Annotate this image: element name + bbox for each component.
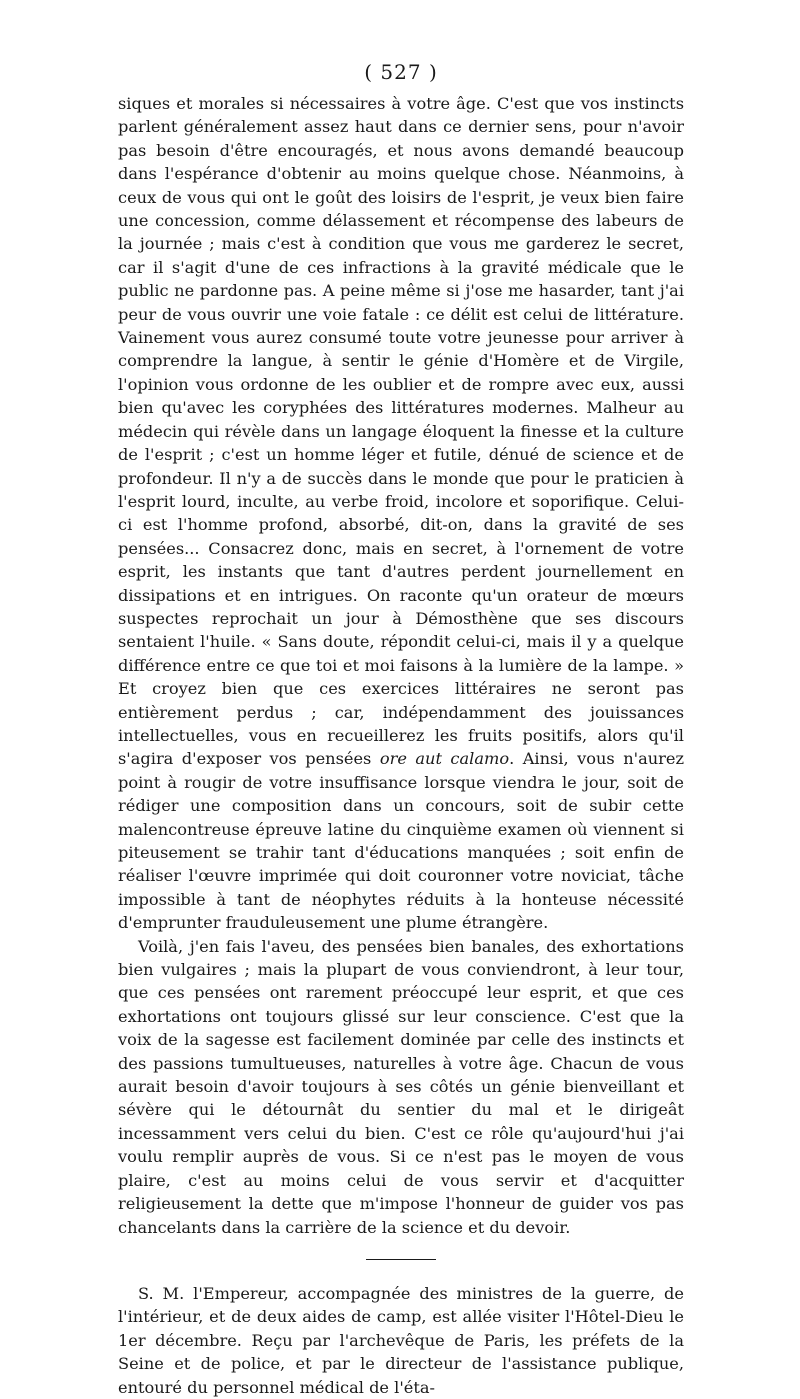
latin-phrase: ore aut calamo [379, 749, 510, 769]
paragraph-conclusion: Voilà, j'en fais l'aveu, des pensées bien banales, des exhortations bien vulgaires ; mais la plupart de vous conviendront, à leur tour, que ces pensées ont rarement préoccupé leur esprit, et que ces exhortations ont toujours glissé sur leur conscience. C'est que la voix de la sagesse est facilement dominée par celle des instincts et des passions tumultueuses, naturelles à votre âge. Chacun de vous aurait besoin d'avoir toujours à ses côtés un génie bienveillant et sévère qui le détournât du sentier du mal et le dirigeât incessamment vers celui du bien. C'est ce rôle qu'aujourd'hui j'ai voulu remplir auprès de vous. Si ce n'est pas le moyen de vous plaire, c'est au moins celui de vous servir et d'acquitter religieusement la dette que m'impose l'honneur de guider vos pas chancelants dans la carrière de la science et du devoir. [118, 936, 684, 1237]
section-separator [366, 1259, 436, 1260]
paragraph-news: S. M. l'Empereur, accompagnée des ministres de la guerre, de l'intérieur, et de deux aides de camp, est allée visiter l'Hôtel-Dieu le 1er décembre. Reçu par l'archevêque de Paris, les préfets de la Seine et de police, et par le directeur de l'assistance publique, entouré du personnel médical de l'éta- [118, 1283, 684, 1397]
page-number: ( 527 ) [364, 60, 438, 84]
document-page [118, 58, 684, 1399]
paragraph-text-rest: . Ainsi, vous n'aurez point à rougir de votre insuffisance lorsque viendra le jour, soit de rédiger une composition dans un concours, soit de subir cette malencontreuse épreuve latine du cinquième examen où viennent si piteusement se trahir tant d'éducations manquées ; soit enfin de réaliser l'œuvre imprimée qui doit couronner votre noviciat, tâche impossible à tant de néophytes réduits à la honteuse nécessité d'emprunter frauduleusement une plume étrangère. [118, 749, 684, 933]
paragraph-continuation [118, 92, 684, 935]
paragraph-text: siques et morales si nécessaires à votre âge. C'est que vos instincts parlent généralement assez haut dans ce dernier sens, pour n'avoir pas besoin d'être encouragés, et nous avons demandé beaucoup dans l'espérance d'obtenir au moins quelque chose. Néanmoins, à ceux de vous qui ont le goût des loisirs de l'esprit, je veux bien faire une concession, comme délassement et récompense des labeurs de la journée ; mais c'est à condition que vous me garderez le secret, car il s'agit d'une de ces infractions à la gravité médicale que le public ne pardonne pas. A peine même si j'ose me hasarder, tant j'ai peur de vous ouvrir une voie fatale : ce délit est celui de littérature. Vainement vous aurez consumé toute votre jeunesse pour arriver à comprendre la langue, à sentir le génie d'Homère et de Virgile, l'opinion vous ordonne de les oublier et de rompre avec eux, aussi bien qu'avec les coryphées des littératures modernes. Malheur au médecin qui révèle dans un langage éloquent la finesse et la culture de l'esprit ; c'est un homme léger et futile, dénué de science et de profondeur. Il n'y a de succès dans le monde que pour le praticien à l'esprit lourd, inculte, au verbe froid, incolore et soporifique. Celui-ci est l'homme profond, absorbé, dit-on, dans la gravité de ses pensées... Consacrez donc, mais en secret, à l'ornement de votre esprit, les instants que tant d'autres perdent journellement en dissipations et en intrigues. On raconte qu'un orateur de mœurs suspectes reprochait un jour à Démosthène que ses discours sentaient l'huile. « Sans doute, répondit celui-ci, mais il y a quelque différence entre ce que toi et moi faisons à la lumière de la lampe. » Et croyez bien que ces exercices littéraires ne seront pas entièrement perdus ; car, indépendamment des jouissances intellectuelles, vous en recueillerez les fruits positifs, alors qu'il s'agira d'exposer vos pensées [118, 94, 684, 769]
